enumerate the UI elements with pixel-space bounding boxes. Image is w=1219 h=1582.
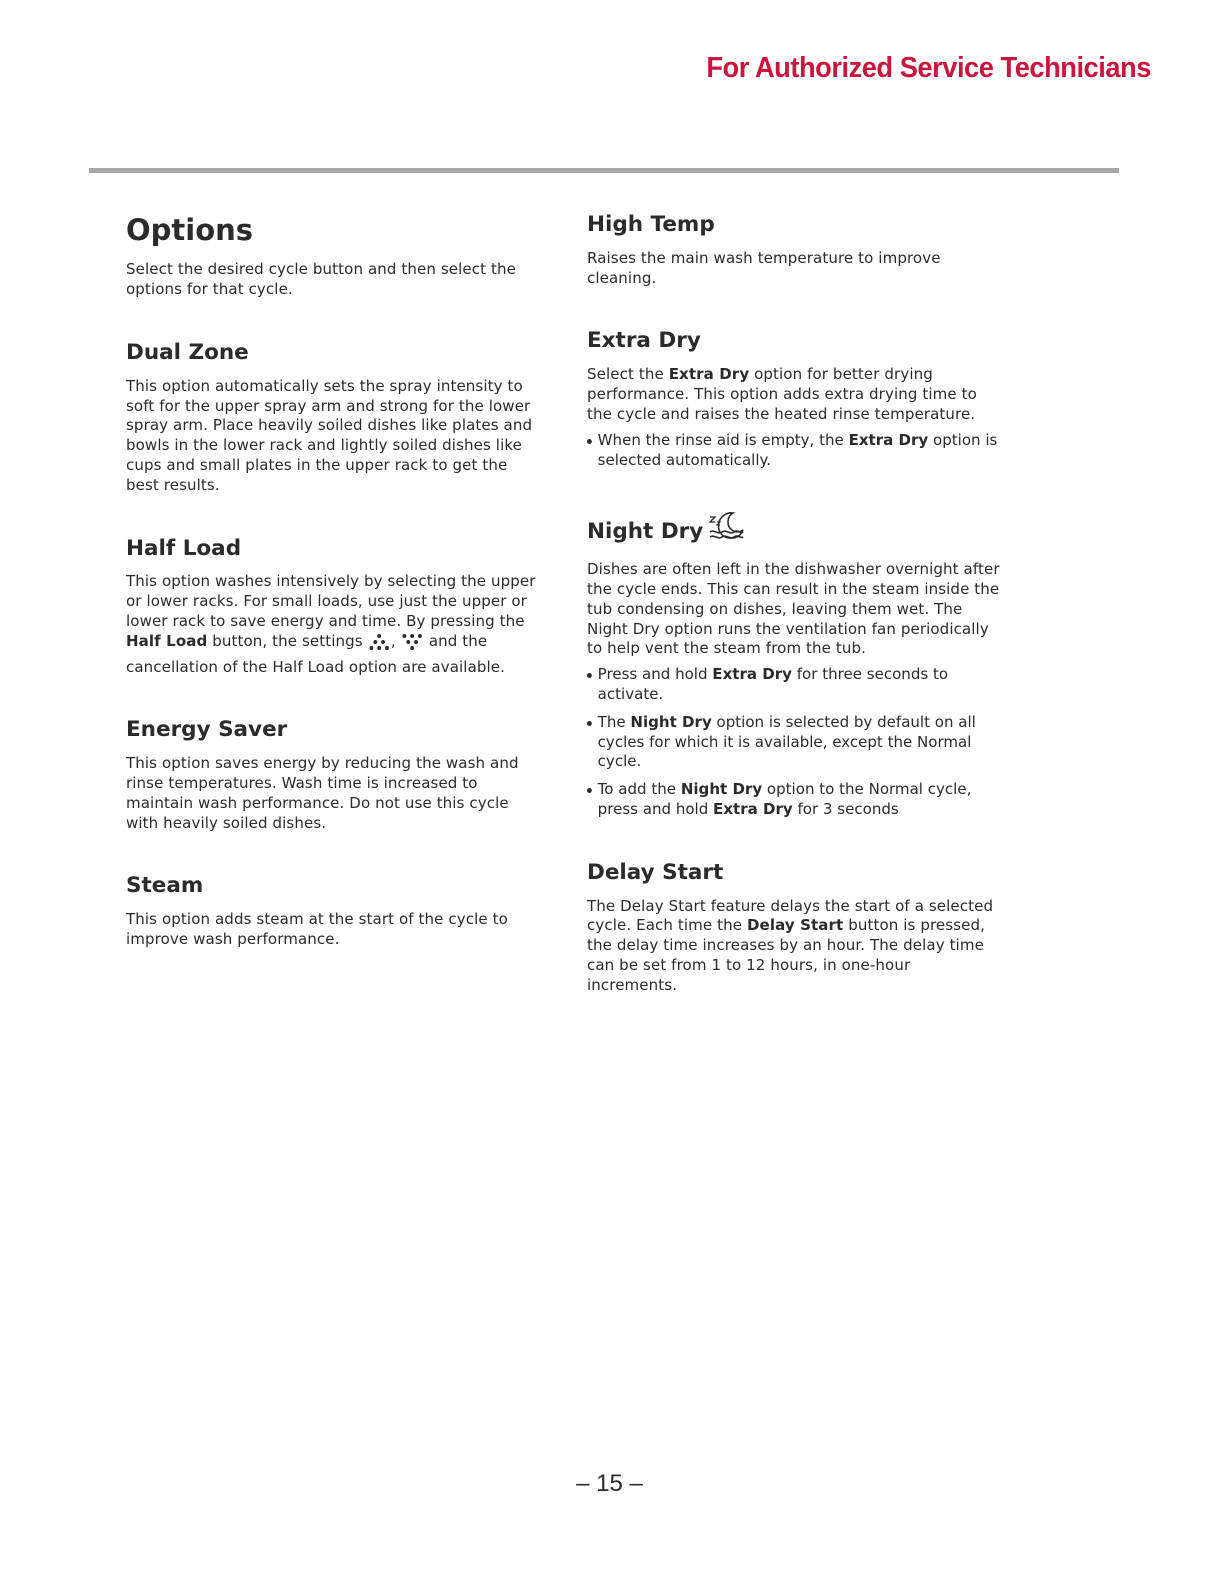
- night-dry-b3-pre: To add the: [597, 780, 681, 799]
- night-dry-title: Night Dry: [587, 519, 704, 545]
- list-item: [587, 431, 1004, 471]
- half-load-bold: Half Load: [126, 631, 208, 650]
- extra-dry-text: [587, 365, 1004, 424]
- high-temp-heading: High Temp: [587, 212, 715, 237]
- header-title: For Authorized Service Technicians: [706, 52, 1151, 84]
- delay-start-text-post: button is pressed, the delay time increases by an hour. The delay time can be set from 1 to 12 hours, in one-hour increments.: [587, 916, 986, 994]
- right-column: [587, 212, 1017, 1036]
- extra-dry-text-pre: Select the: [587, 365, 669, 384]
- steam-heading: Steam: [126, 873, 204, 899]
- night-dry-heading: [587, 510, 1017, 550]
- night-dry-b1-bold: Extra Dry: [712, 665, 792, 684]
- half-load-text-3: and the cancellation of the Half Load option are available.: [126, 631, 506, 676]
- steam-text: This option adds steam at the start of the cycle to improve wash performance.: [126, 910, 508, 949]
- header-divider: [89, 168, 1119, 173]
- options-intro: Select the desired cycle button and then select the options for that cycle.: [126, 260, 516, 299]
- night-dry-b3-bold2: Extra Dry: [713, 799, 793, 818]
- section-delay-start: [587, 860, 1017, 996]
- extra-dry-bullets: [587, 431, 1017, 471]
- lower-rack-icon: [368, 632, 391, 658]
- night-dry-b1-pre: Press and hold: [597, 665, 713, 684]
- list-item: [587, 713, 1004, 772]
- night-dry-bullets: [587, 665, 1017, 820]
- upper-rack-icon: [401, 632, 424, 658]
- half-load-comma: ,: [390, 631, 401, 650]
- night-dry-icon: [707, 510, 745, 550]
- page-title: Options: [126, 213, 254, 247]
- extra-dry-bold: Extra Dry: [668, 365, 750, 384]
- dual-zone-heading: Dual Zone: [126, 339, 249, 365]
- delay-start-bold: Delay Start: [746, 916, 844, 935]
- section-dual-zone: [126, 340, 556, 496]
- page-number: – 15 –: [576, 1470, 643, 1497]
- night-dry-b3-mid: option to the Normal cycle, press and hold: [597, 780, 972, 818]
- half-load-text: [126, 572, 543, 677]
- energy-saver-heading: Energy Saver: [126, 717, 288, 743]
- night-dry-b2-bold: Night Dry: [630, 712, 712, 731]
- delay-start-text: [587, 897, 1004, 996]
- night-dry-text: Dishes are often left in the dishwasher overnight after the cycle ends. This can result in the steam inside the tub condensing on dishes, leaving them wet. The Night Dry option runs the ventilation fan periodically to help vent the steam from the tub.: [587, 560, 1000, 658]
- delay-start-heading: Delay Start: [587, 859, 724, 885]
- extra-dry-bullet-pre: When the rinse aid is empty, the: [597, 430, 849, 449]
- night-dry-b3-post: for 3 seconds: [792, 799, 899, 818]
- night-dry-b2-pre: The: [597, 712, 631, 731]
- half-load-text-1: This option washes intensively by selecting the upper or lower racks. For small loads, use just the upper or lower rack to save energy and time. By pressing the: [126, 572, 536, 630]
- left-column: [126, 212, 556, 990]
- half-load-text-2: button, the settings: [207, 631, 368, 650]
- half-load-heading: Half Load: [126, 535, 242, 561]
- high-temp-text: Raises the main wash temperature to improve cleaning.: [587, 248, 941, 287]
- extra-dry-heading: Extra Dry: [587, 328, 701, 354]
- section-extra-dry: [587, 328, 1017, 470]
- extra-dry-bullet-bold: Extra Dry: [848, 430, 929, 449]
- extra-dry-bullet-post: option is selected automatically.: [597, 430, 998, 469]
- list-item: [587, 780, 1004, 820]
- section-night-dry: [587, 510, 1017, 819]
- section-energy-saver: [126, 717, 556, 833]
- dual-zone-text: This option automatically sets the spray intensity to soft for the upper spray arm and strong for the lower spray arm. Place heavily soiled dishes like plates and bowls in the lower rack and lightly soiled dishes like cups and small plates in the upper rack to get the best results.: [126, 376, 533, 494]
- night-dry-b2-post: option is selected by default on all cycles for which it is available, except the Normal cycle.: [597, 712, 976, 771]
- list-item: [587, 665, 1004, 705]
- section-high-temp: [587, 212, 1017, 288]
- delay-start-text-pre: The Delay Start feature delays the start of a selected cycle. Each time the: [587, 896, 994, 935]
- section-options: [126, 212, 556, 300]
- section-half-load: [126, 536, 556, 678]
- section-steam: [126, 873, 556, 949]
- energy-saver-text: This option saves energy by reducing the wash and rinse temperatures. Wash time is increased to maintain wash performance. Do not use this cycle with heavily soiled dishes.: [126, 754, 519, 832]
- night-dry-b3-bold: Night Dry: [680, 780, 763, 799]
- extra-dry-text-post: option for better drying performance. This option adds extra drying time to the cycle and raises the heated rinse temperature.: [587, 365, 977, 423]
- night-dry-b1-post: for three seconds to activate.: [597, 665, 949, 703]
